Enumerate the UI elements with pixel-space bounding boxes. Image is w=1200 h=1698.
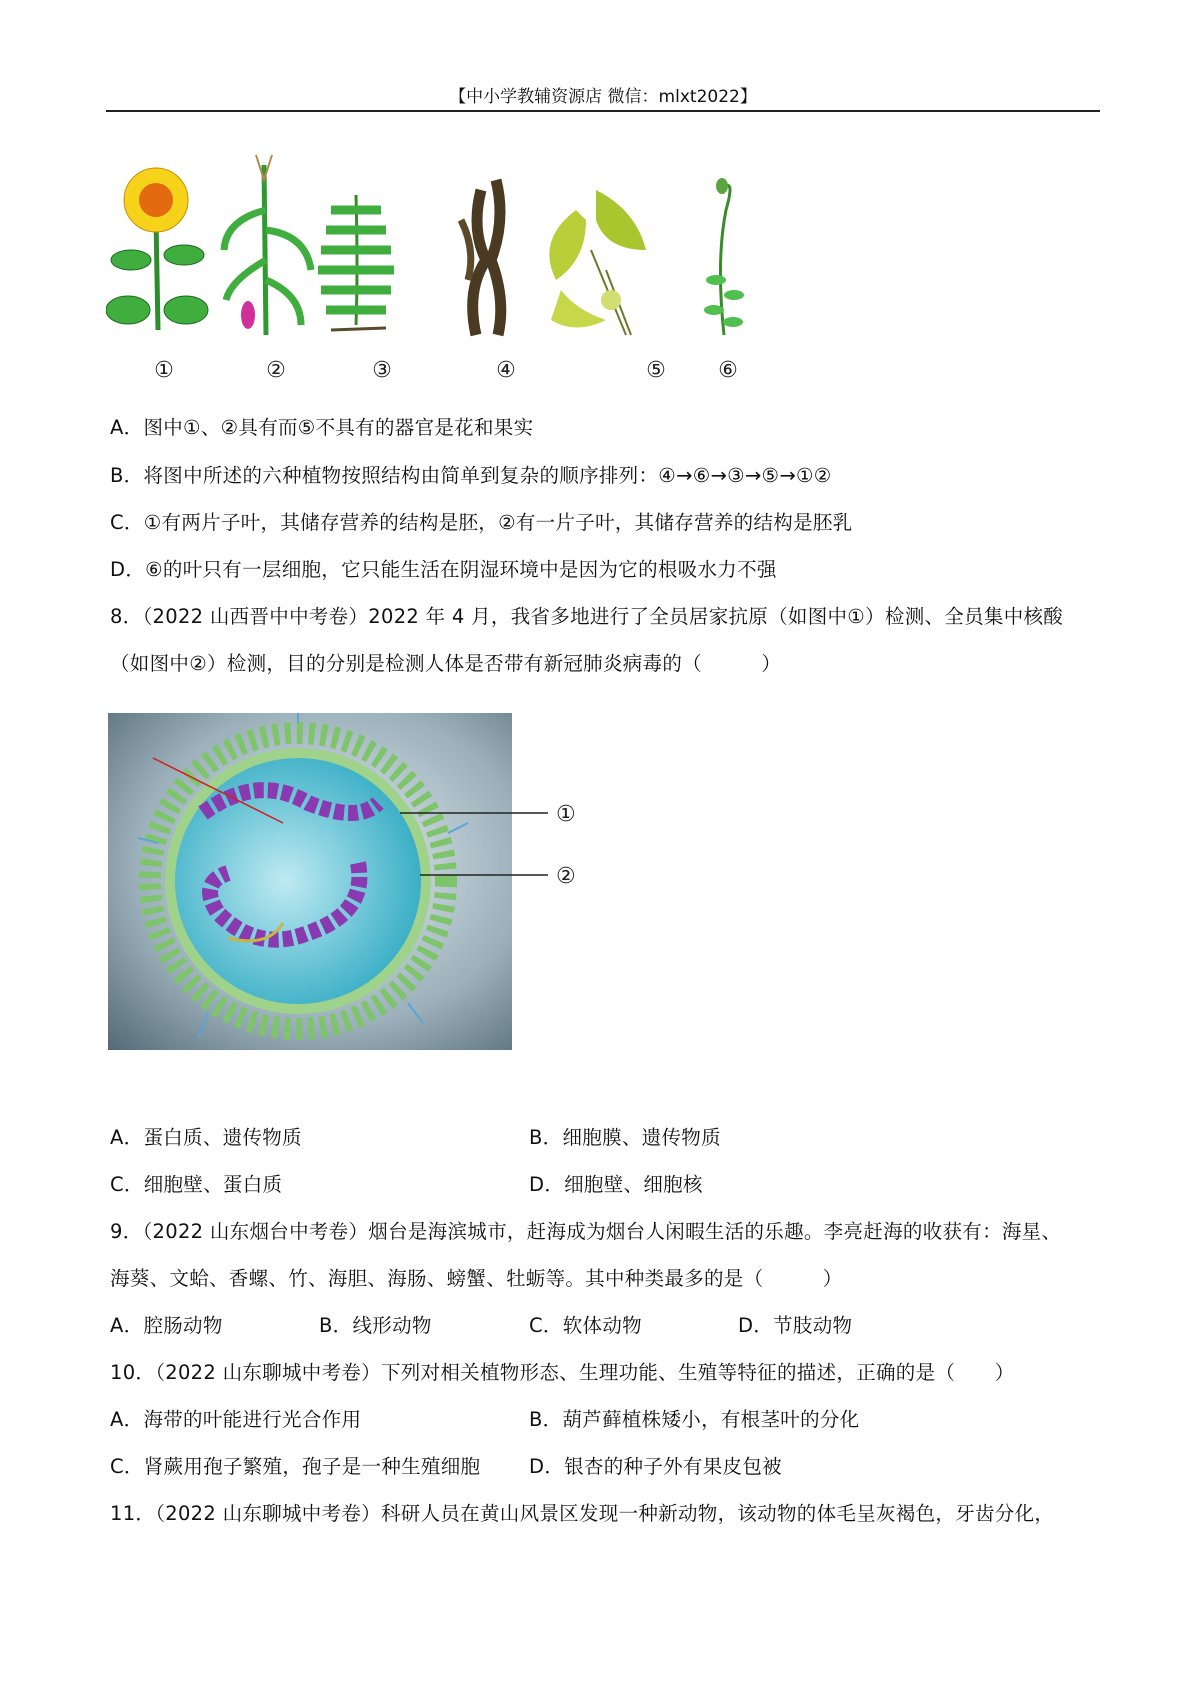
moss-illustration — [704, 178, 744, 335]
q9-option-b: B．线形动物 — [319, 1314, 432, 1337]
q7-option-d: D．⑥的叶只有一层细胞，它只能生活在阴湿环境中是因为它的根吸水力不强 — [110, 558, 777, 581]
q8-stem-line2: （如图中②）检测，目的分别是检测人体是否带有新冠肺炎病毒的（ ） — [110, 652, 782, 675]
sunflower-illustration — [106, 168, 208, 330]
ginkgo-illustration — [549, 190, 646, 335]
virus-label-nucleic-acid: ② — [556, 864, 576, 889]
seaweed-illustration — [461, 180, 501, 335]
plant-label: ② — [266, 358, 286, 383]
q11-stem-line1: 11．（2022 山东聊城中考卷）科研人员在黄山风景区发现一种新动物，该动物的体毛呈灰褐色，牙齿分化， — [110, 1502, 1055, 1525]
corn-illustration — [224, 155, 311, 335]
plant-label: ⑤ — [646, 358, 666, 383]
q9-option-d: D．节肢动物 — [738, 1314, 853, 1337]
q8-option-a: A．蛋白质、遗传物质 — [110, 1126, 302, 1149]
plants-figure — [106, 150, 806, 390]
page-header: 【中小学教辅资源店 微信：mlxt2022】 — [449, 87, 757, 107]
q10-stem: 10．（2022 山东聊城中考卷）下列对相关植物形态、生理功能、生殖等特征的描述，正确的是（ ） — [110, 1361, 1015, 1384]
q9-stem-line2: 海葵、文蛤、香螺、竹、海胆、海肠、螃蟹、牡蛎等。其中种类最多的是（ ） — [110, 1267, 843, 1290]
fern-illustration — [318, 195, 394, 330]
q10-option-c: C．肾蕨用孢子繁殖，孢子是一种生殖细胞 — [110, 1455, 481, 1478]
plant-label: ⑥ — [718, 358, 738, 383]
q10-option-a: A．海带的叶能进行光合作用 — [110, 1408, 362, 1431]
header-rule — [106, 110, 1100, 112]
q9-option-c: C．软体动物 — [529, 1314, 642, 1337]
q10-option-b: B．葫芦藓植株矮小，有根茎叶的分化 — [529, 1408, 860, 1431]
q9-option-a: A．腔肠动物 — [110, 1314, 223, 1337]
plant-label: ① — [154, 358, 174, 383]
q8-stem-line1: 8．（2022 山西晋中中考卷）2022 年 4 月，我省多地进行了全员居家抗原（如图中①）检测、全员集中核酸 — [110, 605, 1064, 628]
q7-option-c: C．①有两片子叶，其储存营养的结构是胚，②有一片子叶，其储存营养的结构是胚乳 — [110, 511, 853, 534]
q8-option-b: B．细胞膜、遗传物质 — [529, 1126, 721, 1149]
q8-option-c: C．细胞壁、蛋白质 — [110, 1173, 283, 1196]
q10-option-d: D．银杏的种子外有果皮包被 — [529, 1455, 782, 1478]
q7-option-b: B．将图中所述的六种植物按照结构由简单到复杂的顺序排列：④→⑥→③→⑤→①② — [110, 464, 832, 487]
q9-stem-line1: 9．（2022 山东烟台中考卷）烟台是海滨城市，赶海成为烟台人闲暇生活的乐趣。李亮赶海的收获有：海星、 — [110, 1220, 1062, 1243]
plant-label: ④ — [496, 358, 516, 383]
q8-option-d: D．细胞壁、细胞核 — [529, 1173, 703, 1196]
virus-callouts — [108, 713, 608, 1050]
plant-label: ③ — [372, 358, 392, 383]
virus-label-antigen: ① — [556, 802, 576, 827]
q7-option-a: A．图中①、②具有而⑤不具有的器官是花和果实 — [110, 416, 534, 439]
